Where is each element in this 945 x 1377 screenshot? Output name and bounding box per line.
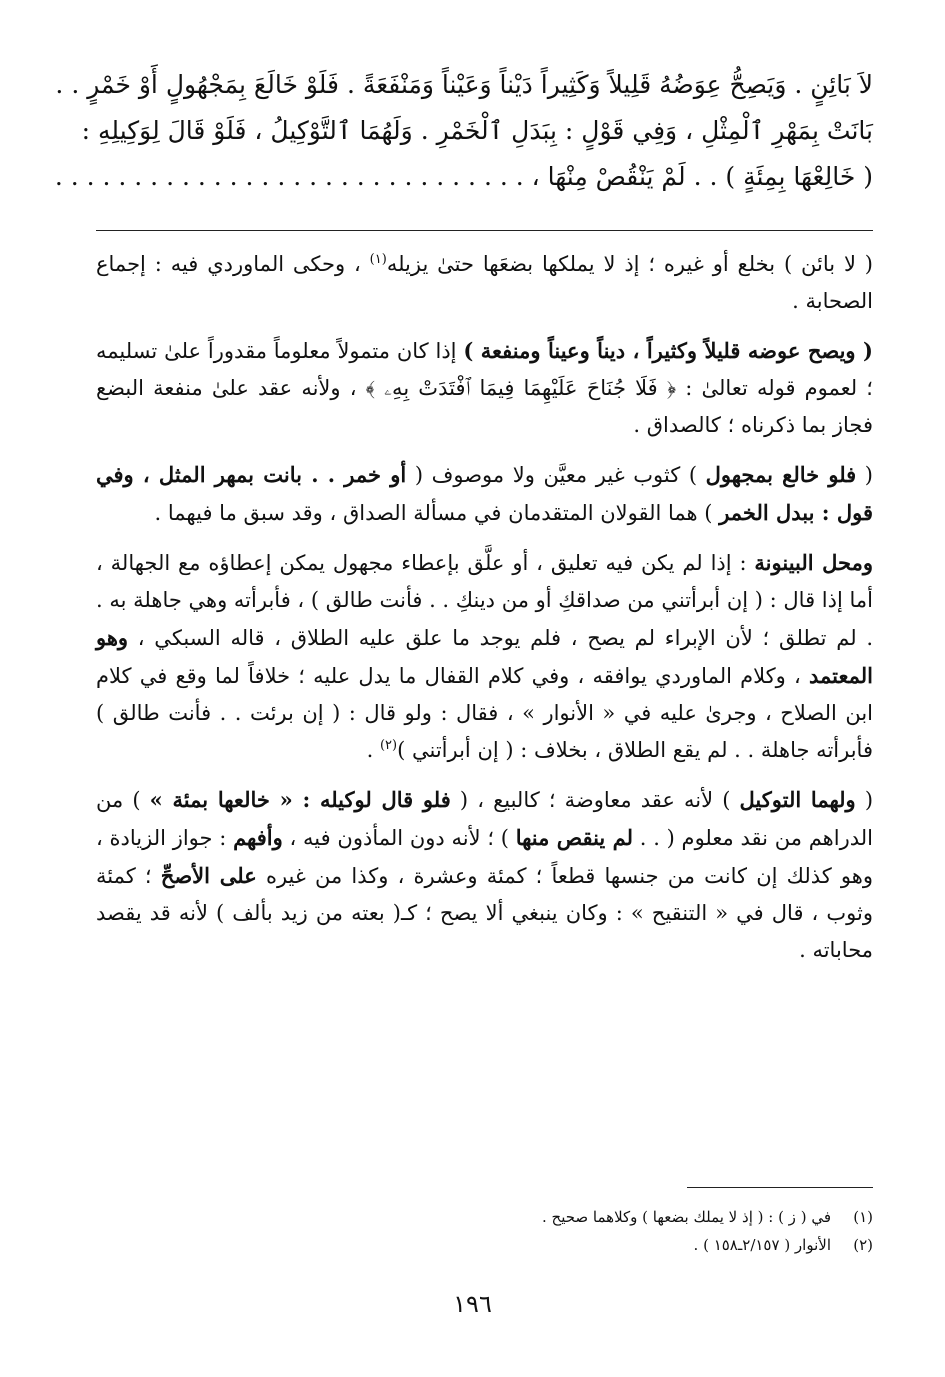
text-run: ( [856, 463, 873, 487]
commentary-paragraph [96, 332, 873, 444]
matn-separator-rule [96, 230, 873, 231]
commentary-paragraph [96, 456, 873, 532]
matn-quote: فلو قال لوكيله : « خالعها بمئة » [149, 787, 451, 812]
bold-term: وهو المعتمد [96, 625, 873, 688]
bold-term: على الأصحِّ [160, 863, 257, 888]
matn-quote: ( ويصح عوضه قليلاً وكثيراً ، ديناً وعيناً ومنفعة ) [463, 338, 873, 363]
text-run: : جواز الزيادة ، وهو كذلك إن كانت من جنسها قطعاً ؛ كمئة وعشرة ، وكذا من غيره [96, 826, 873, 888]
bold-term: وأفهم [233, 825, 283, 850]
text-run: ) لأنه عقد معاوضة ؛ كالبيع ، ( [450, 788, 740, 812]
text-run: ( لا بائن ) بخلع أو غيره ؛ إذ لا يملكها بضعَها حتىٰ يزيله [386, 252, 873, 276]
text-run: ) هما القولان المتقدمان في مسألة الصداق ، وقد سبق ما فيهما . [154, 501, 720, 525]
footnote-text: في ( ز ) : ( إذ لا يملك بضعها ) وكلاهما صحيح . [541, 1208, 831, 1226]
page-number: ١٩٦ [453, 1290, 492, 1318]
footnote-text: الأنوار ( ٢/١٥٧ـ١٥٨ ) . [693, 1236, 831, 1254]
text-run: إذا كان متمولاً معلوماً مقدوراً علىٰ تسليمه ؛ لعموم قوله تعالىٰ : ﴿ فَلَا جُنَاحَ عَلَيْهِمَا فِيمَا ٱفْتَدَتْ بِهِۦ ﴾ ، ولأنه عقد علىٰ منفعة البضع فجاز بما ذكرناه ؛ كالصداق . [96, 339, 873, 437]
commentary-paragraph [96, 544, 873, 769]
footnote [300, 1231, 873, 1259]
footnote-ref: (١) [369, 252, 387, 267]
matn-line: بَانَتْ بِمَهْرِ ٱلْمِثْلِ ، وَفِي قَوْلٍ : بِبَدَلِ ٱلْخَمْرِ . وَلَهُمَا ٱلتَّوْكِيلُ ، فَلَوْ قَالَ لِوَكِيلِهِ : [81, 116, 873, 145]
matn-text-block [54, 62, 873, 200]
footnote-separator-rule [687, 1187, 873, 1188]
footnote-number: (٢) [853, 1236, 873, 1254]
text-run: ؛ كمئة وثوب ، قال في « التنقيح » : وكان ينبغي ألا يصح ؛ كـ( بعته من زيد بألف ) لأنه قد يقصد محاباته . [96, 864, 873, 962]
commentary-paragraph [96, 781, 873, 969]
footnote [300, 1203, 873, 1231]
text-run: ) ؛ لأنه دون المأذون فيه ، [282, 826, 516, 850]
matn-line: لاَ بَائِنٍ . وَيَصِحُّ عِوَضُهُ قَلِيلاً وَكَثِيراً دَيْناً وَعَيْناً وَمَنْفَعَةً . فَلَوْ خَالَعَ بِمَجْهُولٍ أَوْ خَمْرٍ . . [55, 70, 873, 99]
matn-line-text: ( خَالِعْهَا بِمِئَةٍ ) . . لَمْ يَنْقُصْ مِنْهَا ، [531, 162, 873, 191]
text-run: ( [855, 788, 874, 812]
bold-term: ومحل البينونة [754, 550, 873, 575]
footnotes [300, 1203, 873, 1259]
text-run: ) من الدراهم من نقد معلوم ( . . [96, 788, 873, 850]
footnote-ref: (٢) [379, 738, 398, 753]
text-run: ) كثوب غير معيَّن ولا موصوف ( [406, 463, 706, 487]
matn-quote: لم ينقص منها [515, 825, 634, 850]
footnote-number: (١) [853, 1208, 873, 1226]
matn-quote: أو خمر . . بانت بمهر المثل ، وفي قول : ببدل الخمر [96, 462, 873, 525]
text-run: ، وحكى الماوردي فيه : إجماع الصحابة . [96, 252, 873, 313]
matn-ellipsis-dots: . . . . . . . . . . . . . . . . . . . . . . . . . . . . . . [54, 162, 524, 191]
matn-quote: ولهما التوكيل [739, 787, 856, 812]
text-run: ، وكلام الماوردي يوافقه ، وفي كلام القفال ما يدل عليه ؛ خلافاً لما وقع في كلام ابن الصلاح ، وجرىٰ عليه في « الأنوار » ، فقال : ولو قال : ( إن برئت . . فأنت طالق ) فأبرأته جاهلة . . لم يقع الطلاق ، بخلاف : ( إن أبرأتني ) [96, 664, 873, 762]
commentary-paragraph [96, 246, 873, 320]
commentary-text-block [96, 246, 873, 981]
matn-quote: فلو خالع بمجهول [705, 462, 857, 487]
matn-line [54, 154, 873, 200]
text-run: : إذا لم يكن فيه تعليق ، أو علَّق بإعطاء مجهول يمكن إعطاؤه مع الجهالة ، أما إذا قال : ( إن أبرأتني من صداقكِ أو من دينكِ . . فأنت طالق ) ، فأبرأته وهي جاهلة به . . لم تطلق ؛ لأن الإبراء لم يصح ، فلم يوجد ما علق عليه الطلاق ، قاله السبكي ، [96, 551, 873, 650]
text-run: . [366, 738, 380, 762]
